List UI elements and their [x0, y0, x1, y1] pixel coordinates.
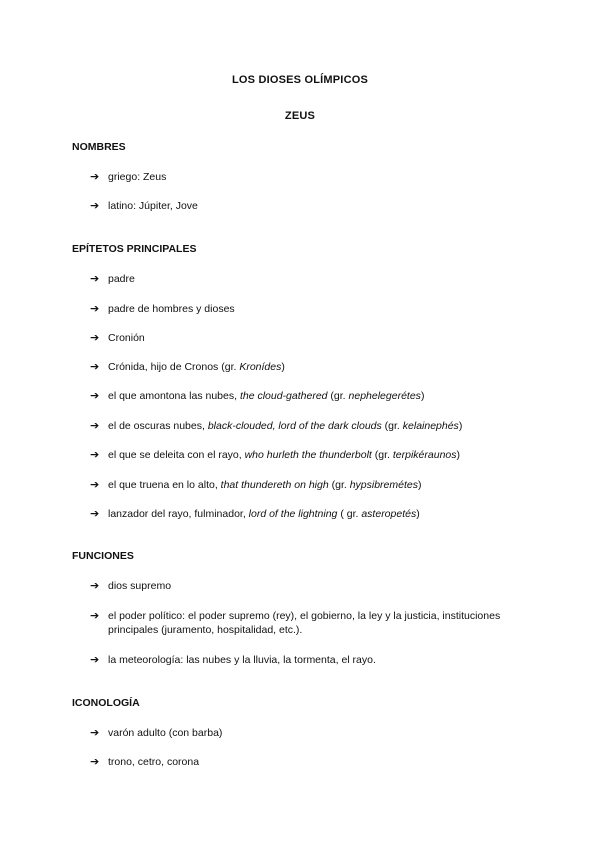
greek-term: kelainephés: [402, 420, 459, 432]
list-item: [90, 653, 540, 667]
greek-term: nephelegerétes: [348, 390, 421, 402]
list-item: [90, 448, 540, 462]
greek-term: Kronídes: [239, 361, 282, 373]
list-item: [90, 609, 540, 637]
list-item-text: dios supremo: [108, 580, 172, 592]
list-item-text: lanzador del rayo, fulminador, lord of the lightning ( gr. asteropetés): [108, 508, 420, 520]
arrow-icon: ➔: [90, 390, 100, 402]
list-item: [90, 419, 540, 433]
list-item-text: latino: Júpiter, Jove: [108, 200, 198, 212]
list-item: [90, 331, 540, 345]
list-item-text: la meteorología: las nubes y la lluvia, la tormenta, el rayo.: [108, 654, 376, 666]
list-item: [90, 360, 540, 374]
english-epithet: the cloud-gathered: [239, 390, 328, 402]
arrow-icon: ➔: [90, 200, 100, 212]
list-item: [90, 726, 540, 740]
arrow-icon: ➔: [90, 303, 100, 315]
english-epithet: lord of the lightning: [248, 508, 338, 520]
arrow-icon: ➔: [90, 727, 100, 739]
greek-term: terpikéraunos: [392, 449, 457, 461]
list-item: [90, 507, 540, 521]
english-epithet: black-clouded, lord of the dark clouds: [207, 420, 382, 432]
list-item-text: griego: Zeus: [108, 171, 167, 183]
english-epithet: that thundereth on high: [220, 479, 329, 491]
list-item-text: padre de hombres y dioses: [108, 303, 235, 315]
greek-term: asteropetés: [361, 508, 417, 520]
list-item: [90, 199, 540, 213]
section-heading-nombres: NOMBRES: [72, 141, 126, 153]
section-heading-epitetos: EPÍTETOS PRINCIPALES: [72, 243, 197, 255]
list-item: [90, 302, 540, 316]
list-item: [90, 579, 540, 593]
list-item-text: el que se deleita con el rayo, who hurleth the thunderbolt (gr. terpikéraunos): [108, 449, 460, 461]
list-item: [90, 389, 540, 403]
arrow-icon: ➔: [90, 479, 100, 491]
list-item-text: Crónida, hijo de Cronos (gr. Kronídes): [108, 361, 285, 373]
section-heading-funciones: FUNCIONES: [72, 550, 134, 562]
arrow-icon: ➔: [90, 610, 100, 622]
greek-term: hypsibremétes: [349, 479, 418, 491]
list-item-text: el de oscuras nubes, black-clouded, lord of the dark clouds (gr. kelainephés): [108, 420, 463, 432]
list-item-text: el que truena en lo alto, that thundereth on high (gr. hypsibremétes): [108, 479, 422, 491]
list-item: [90, 478, 540, 492]
english-epithet: who hurleth the thunderbolt: [244, 449, 372, 461]
list-item-text: varón adulto (con barba): [108, 727, 223, 739]
arrow-icon: ➔: [90, 361, 100, 373]
list-item: [90, 755, 540, 769]
list-item-text: Cronión: [108, 332, 145, 344]
list-item: [90, 170, 540, 184]
arrow-icon: ➔: [90, 420, 100, 432]
arrow-icon: ➔: [90, 332, 100, 344]
arrow-icon: ➔: [90, 508, 100, 520]
page-subtitle: ZEUS: [284, 110, 316, 122]
arrow-icon: ➔: [90, 580, 100, 592]
list-item-text: el que amontona las nubes, the cloud-gathered (gr. nephelegerétes): [108, 390, 425, 402]
list-item-text: el poder político: el poder supremo (rey), el gobierno, la ley y la justicia, instituciones principales (juramento, hospitalidad, etc.).: [108, 610, 501, 636]
arrow-icon: ➔: [90, 273, 100, 285]
arrow-icon: ➔: [90, 756, 100, 768]
list-item: [90, 272, 540, 286]
section-heading-iconologia: ICONOLOGÍA: [72, 697, 140, 709]
page-title: LOS DIOSES OLÍMPICOS: [231, 74, 369, 86]
arrow-icon: ➔: [90, 449, 100, 461]
arrow-icon: ➔: [90, 171, 100, 183]
list-item-text: padre: [108, 273, 135, 285]
list-item-text: trono, cetro, corona: [108, 756, 200, 768]
arrow-icon: ➔: [90, 654, 100, 666]
